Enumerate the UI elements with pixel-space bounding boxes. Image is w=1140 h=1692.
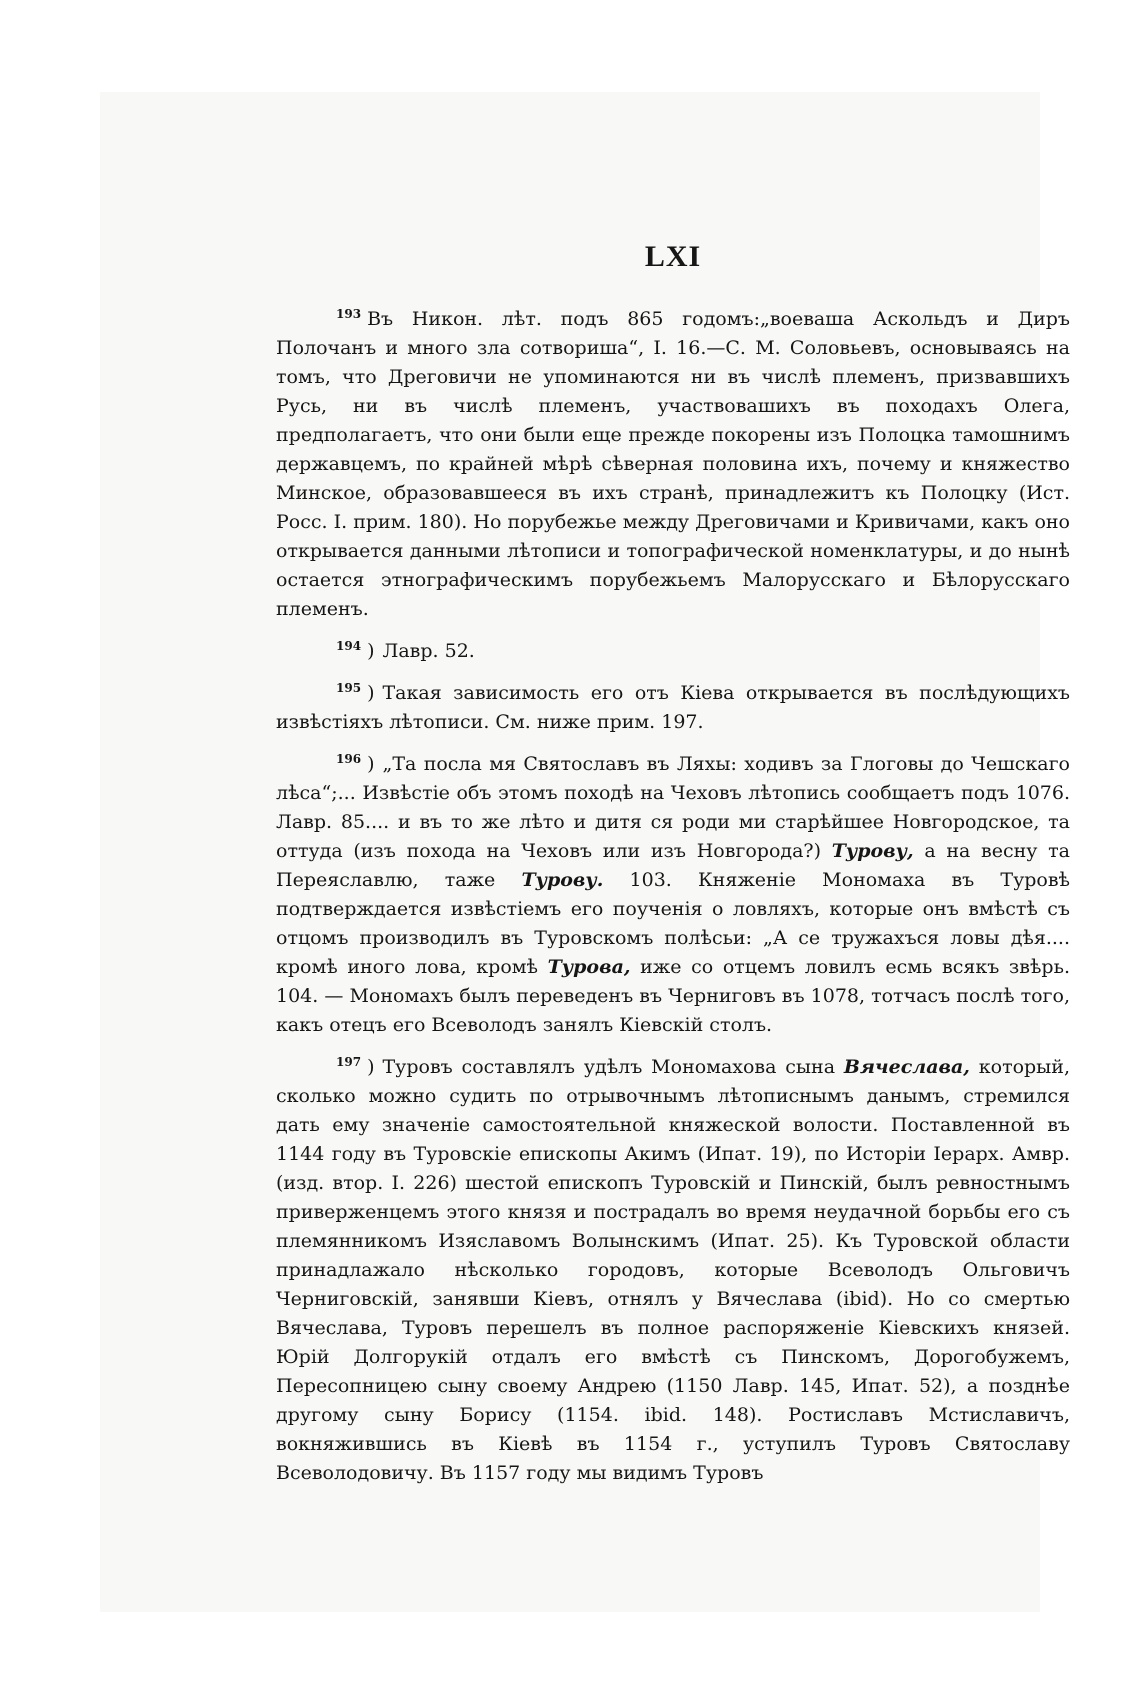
footnote-text: который, сколько можно судить по отрывочнымъ лѣтописнымъ данымъ, стремился дать ему значеніе самостоятельной княжеской волости. Поставленной въ 1144 году въ Туровскіе епископы Акимъ (Ипат. 19), по Исторіи Іерарх. Амвр. (изд. втор. I. 226) шестой епископъ Туровскій и Пинскій, былъ ревностнымъ приверженцемъ этого князя и пострадалъ во время неудачной борьбы его съ племянникомъ Изяславомъ Волынскимъ (Ипат. 25). Къ Туровской области принадлажало нѣсколько городовъ, которые Всеволодъ Ольговичъ Черниговскій, занявши Кіевъ, отнялъ у Вячеслава (ibid). Но со смертью Вячеслава, Туровъ перешелъ въ полное распоряженіе Кіевскихъ князей. Юрій Долгорукій отдалъ его вмѣстѣ съ Пинскомъ, Дорогобужемъ, Пересопницею сыну своему Андрею (1150 Лавр. 145, Ипат. 52), а позднѣе другому сыну Борису (1154. ibid. 148). Ростиславъ Мстиславичъ, вокняжившись въ Кіевѣ въ 1154 г., уступилъ Туровъ Святославу Всеволодовичу. Въ 1157 году мы видимъ Туровъ <box>276 1056 1071 1484</box>
footnote-text: Туровъ составлялъ удѣлъ Мономахова сына <box>382 1056 844 1078</box>
footnote-emphasis: Вячеслава, <box>843 1056 970 1078</box>
footnote-text: 103. Княженіе Мономаха въ Туровѣ подтверждается извѣстіемъ его поученія о ловляхъ, которые онъ вмѣстѣ съ отцомъ производилъ въ Туровскомъ полѣсьи: „А се тружахъся ловы дѣя.... кромѣ иного лова, кромѣ <box>276 869 1071 978</box>
footnote-emphasis: Турову. <box>521 869 604 891</box>
footnote-number: 197 <box>336 1055 362 1069</box>
footnote-paren: ) <box>367 640 375 662</box>
footnote-196 <box>276 745 1070 1040</box>
footnote-number: 196 <box>336 752 362 766</box>
footnote-text: иже со отцемъ ловилъ есмь всякъ звѣрь. 104. — Мономахъ былъ переведенъ въ Черниговъ въ 1078, тотчасъ послѣ того, какъ отецъ его Всеволодъ занялъ Кіевскій столъ. <box>276 956 1070 1036</box>
page-number: LXI <box>644 240 702 273</box>
footnote-number: 194 <box>336 639 362 653</box>
footnote-197 <box>276 1048 1070 1488</box>
footnote-paren: ) <box>367 682 375 704</box>
footnote-number: 193 <box>336 307 362 321</box>
footnote-number: 195 <box>336 681 362 695</box>
footnote-text: Въ Никон. лѣт. подъ 865 годомъ:„воеваша Аскольдъ и Диръ Полочанъ и много зла сотвориша“, I. 16.—С. М. Соловьевъ, основываясь на томъ, что Дреговичи не упоминаются ни въ числѣ племенъ, призвавшихъ Русь, ни въ числѣ племенъ, участвовашихъ въ походахъ Олега, предполагаетъ, что они были еще прежде покорены изъ Полоцка тамошнимъ державцемъ, по крайней мѣрѣ сѣверная половина ихъ, почему и княжество Минское, образовавшееся въ ихъ странѣ, принадлежитъ къ Полоцку (Ист. Росс. I. прим. 180). Но порубежье между Дреговичами и Кривичами, какъ оно открывается данными лѣтописи и топографической номенклатуры, и до нынѣ остается этнографическимъ порубежьемъ Малорусскаго и Бѣлорусскаго племенъ. <box>276 308 1070 620</box>
footnote-text: а на весну та Переяславлю, таже <box>276 840 1070 891</box>
page-content <box>276 242 1070 1496</box>
footnote-emphasis: Турову, <box>831 840 914 862</box>
footnote-emphasis: Турова, <box>547 956 631 978</box>
footnote-193 <box>276 300 1070 624</box>
footnote-paren: ) <box>367 1056 375 1078</box>
footnote-194 <box>276 632 1070 666</box>
footnote-text: Лавр. 52. <box>382 640 475 662</box>
footnote-paren: ) <box>367 753 375 775</box>
footnote-text: „Та посла мя Святославъ въ Ляхы: ходивъ за Глоговы до Чешскаго лѣса“;... Извѣстіе объ этомъ походѣ на Чеховъ лѣтопись сообщаетъ подъ 1076. Лавр. 85.... и въ то же лѣто и дитя ся роди ми старѣйшее Новгородское, та оттуда (изъ похода на Чеховъ или изъ Новгорода?) <box>276 753 1070 862</box>
footnote-text: Такая зависимость его отъ Кіева открывается въ послѣдующихъ извѣстіяхъ лѣтописи. См. ниже прим. 197. <box>276 682 1070 733</box>
page-background <box>100 92 1071 1612</box>
footnote-195 <box>276 674 1070 737</box>
